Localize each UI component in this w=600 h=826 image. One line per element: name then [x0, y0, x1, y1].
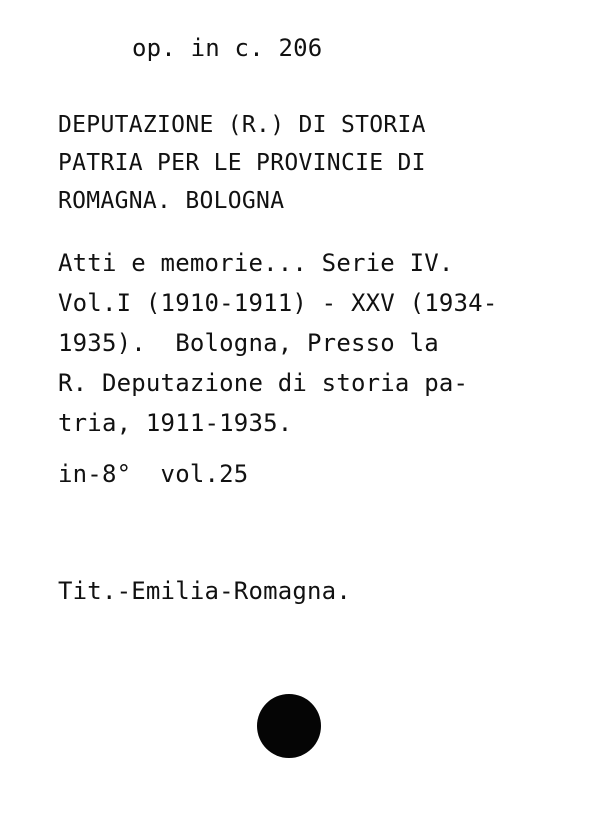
body-line-3: 1935). Bologna, Presso la — [58, 329, 439, 357]
format-line: in-8° vol.25 — [58, 460, 249, 488]
body-line-2: Vol.I (1910-1911) - XXV (1934- — [58, 289, 498, 317]
heading-line-3: ROMAGNA. BOLOGNA — [58, 188, 285, 214]
shelfmark: op. in c. 206 — [132, 34, 323, 62]
body-line-4: R. Deputazione di storia pa- — [58, 369, 469, 397]
body-line-1: Atti e memorie... Serie IV. — [58, 249, 454, 277]
punch-hole — [257, 694, 321, 758]
heading-line-1: DEPUTAZIONE (R.) DI STORIA — [58, 112, 426, 138]
heading-line-2: PATRIA PER LE PROVINCIE DI — [58, 150, 426, 176]
subject-line: Tit.-Emilia-Romagna. — [58, 577, 351, 605]
body-line-5: tria, 1911-1935. — [58, 409, 293, 437]
